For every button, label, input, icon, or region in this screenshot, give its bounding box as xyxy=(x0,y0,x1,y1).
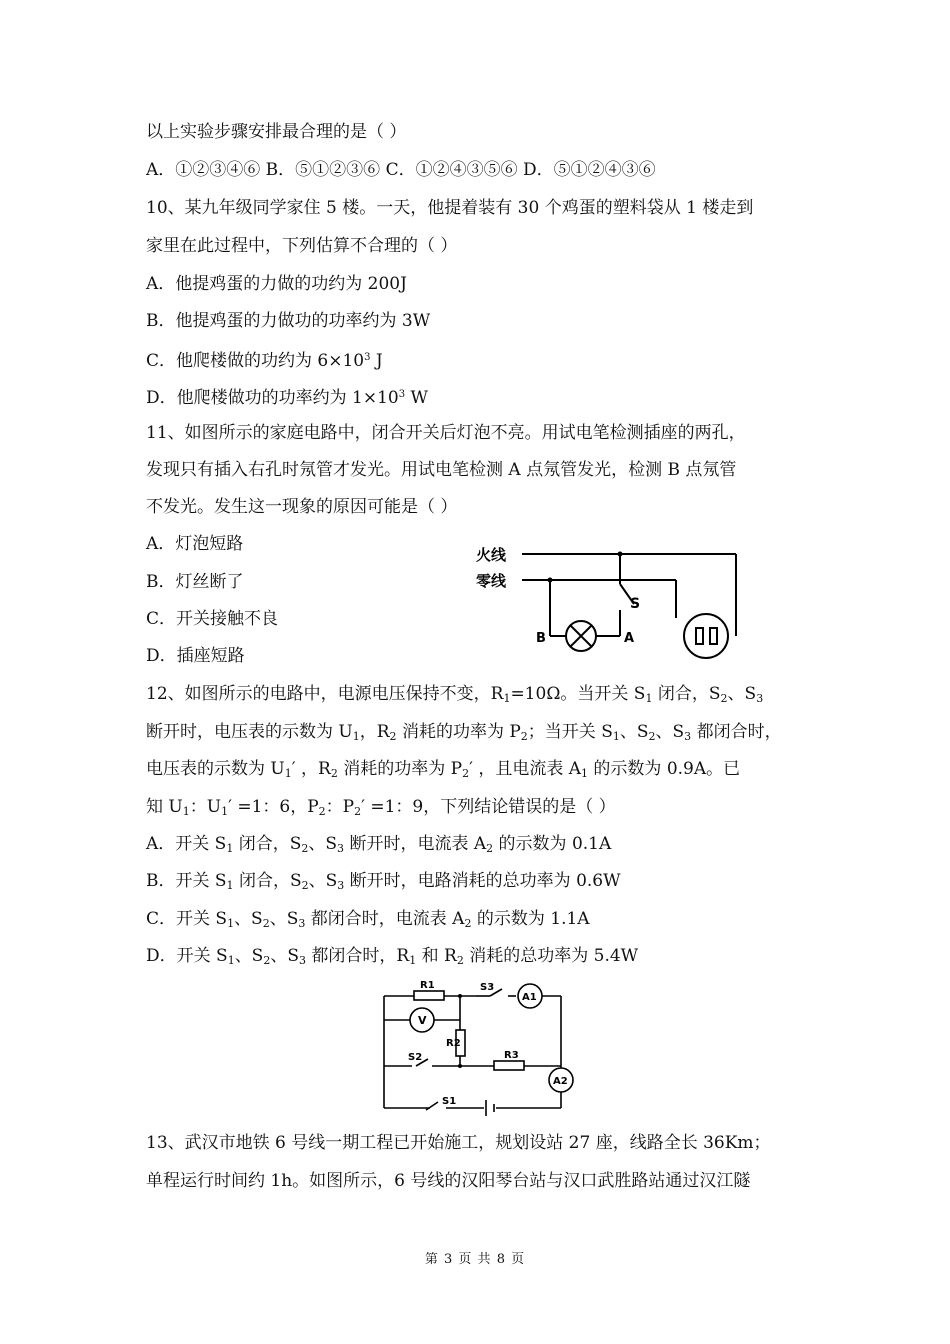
s2-label: S2 xyxy=(408,1052,423,1063)
q12-l3-sub4: 1 xyxy=(581,767,589,780)
q11-option-c: C．开关接触不良 xyxy=(146,609,279,629)
q10-option-d-unit: W xyxy=(405,388,428,408)
q13-stem-line2: 单程运行时间约 1h。如图所示，6 号线的汉阳琴台站与汉口武胜路站通过汉江隧 xyxy=(146,1171,751,1191)
q12-l2-sub2: 2 xyxy=(389,730,397,743)
q12-ob-sub1: 1 xyxy=(226,879,234,892)
q12-l2-f: 、S xyxy=(655,722,685,742)
q12-oa-d: 断开时，电流表 A xyxy=(344,834,487,854)
q12-l2-sub6: 3 xyxy=(684,730,692,743)
q12-l1-c: 闭合，S xyxy=(652,684,721,704)
q10-option-d-text: D．他爬楼做功的功率约为 1×10 xyxy=(146,388,399,408)
page-footer: 第 3 页 共 8 页 xyxy=(424,1252,526,1267)
q12-l4-sub3: 2 xyxy=(318,805,326,818)
q12-l2-a: 断开时，电压表的示数为 U xyxy=(146,722,353,742)
q10-option-d-exp: 3 xyxy=(398,389,406,400)
q11-option-d: D．插座短路 xyxy=(146,646,245,666)
q10-stem-line1: 10、某九年级同学家住 5 楼。一天，他提着装有 30 个鸡蛋的塑料袋从 1 楼走到 xyxy=(146,198,754,218)
q9-options: A．①②③④⑥ B．⑤①②③⑥ C．①②④③⑤⑥ D．⑤①②④③⑥ xyxy=(146,160,656,180)
q12-option-c xyxy=(146,907,590,936)
q12-l3-sub1: 1 xyxy=(284,767,292,780)
q12-oc-a: C．开关 S xyxy=(146,909,228,929)
q12-l4-d: ：P xyxy=(325,797,355,817)
q12-l2-sub5: 2 xyxy=(648,730,656,743)
q12-od-a: D．开关 S xyxy=(146,946,228,966)
q12-l3-sub3: 2 xyxy=(462,767,470,780)
ammeter-a2-label: A2 xyxy=(553,1076,568,1087)
q12-oa-c: 、S xyxy=(308,834,338,854)
q12-oc-c: 、S xyxy=(269,909,299,929)
r3-label: R3 xyxy=(504,1050,519,1061)
q12-ob-c: 、S xyxy=(308,871,338,891)
q12-od-f: 消耗的总功率为 5.4W xyxy=(463,946,639,966)
point-a-label: A xyxy=(624,631,635,646)
q10-option-c-text: C．他爬楼做的功约为 6×10 xyxy=(146,351,365,371)
q12-l2-b: ，R xyxy=(359,722,390,742)
q12-oa-sub2: 2 xyxy=(301,842,309,855)
q12-l1-sub4: 3 xyxy=(756,692,764,705)
q12-l1-b: =10Ω。当开关 S xyxy=(510,684,646,704)
q12-ob-a: B．开关 S xyxy=(146,871,227,891)
q12-l3-d: ′ ，且电流表 A xyxy=(469,759,582,779)
q12-od-e: 和 R xyxy=(416,946,457,966)
q11-option-a: A．灯泡短路 xyxy=(146,534,244,554)
neutral-wire-label: 零线 xyxy=(476,572,507,590)
q12-oa-e: 的示数为 0.1A xyxy=(493,834,612,854)
q12-stem-line3 xyxy=(146,757,740,786)
q9-stem: 以上实验步骤安排最合理的是（ ） xyxy=(146,122,407,142)
r1-label: R1 xyxy=(420,980,435,991)
q12-l3-b: ′ ，R xyxy=(291,759,331,779)
q12-l2-sub1: 1 xyxy=(352,730,360,743)
q12-ob-b: 闭合，S xyxy=(233,871,302,891)
q12-oa-a: A．开关 S xyxy=(146,834,227,854)
q12-l4-sub2: 1 xyxy=(221,805,229,818)
q12-l4-e: ′ =1：9，下列结论错误的是（ ） xyxy=(361,797,616,817)
household-circuit-diagram xyxy=(470,538,750,670)
q12-stem-line2 xyxy=(146,720,782,749)
q12-od-sub1: 1 xyxy=(227,954,235,967)
point-b-label: B xyxy=(536,631,546,646)
q10-stem-line2: 家里在此过程中，下列估算不合理的（ ） xyxy=(146,236,458,256)
ammeter-a1-label: A1 xyxy=(522,992,537,1003)
q12-oc-sub1: 1 xyxy=(227,917,235,930)
q12-stem-line4 xyxy=(146,795,616,824)
q12-l3-a: 电压表的示数为 U xyxy=(146,759,285,779)
q12-l4-sub1: 1 xyxy=(182,805,190,818)
q12-l3-c: 消耗的功率为 P xyxy=(337,759,463,779)
q12-l1-sub2: 1 xyxy=(645,692,653,705)
q10-option-a: A．他提鸡蛋的力做的功约为 200J xyxy=(146,274,407,294)
q12-oc-sub3: 3 xyxy=(298,917,306,930)
q12-ob-d: 断开时，电路消耗的总功率为 0.6W xyxy=(344,871,621,891)
live-wire-label: 火线 xyxy=(476,546,507,564)
q12-option-a xyxy=(146,832,611,861)
q12-l1-d: 、S xyxy=(727,684,757,704)
q12-l2-d: ；当开关 S xyxy=(527,722,613,742)
voltmeter-label: V xyxy=(418,1014,427,1027)
r2-label: R2 xyxy=(446,1038,461,1049)
s3-label: S3 xyxy=(480,982,495,993)
q12-l4-b: ：U xyxy=(189,797,222,817)
s1-label: S1 xyxy=(442,1096,457,1107)
q12-l2-sub4: 1 xyxy=(612,730,620,743)
q11-stem-line3: 不发光。发生这一现象的原因可能是（ ） xyxy=(146,497,458,517)
q11-stem-line2: 发现只有插入右孔时氖管才发光。用试电笔检测 A 点氖管发光，检测 B 点氖管 xyxy=(146,460,737,480)
q12-l1-sub1: 1 xyxy=(503,692,511,705)
q11-stem-line1: 11、如图所示的家庭电路中，闭合开关后灯泡不亮。用试电笔检测插座的两孔， xyxy=(146,423,746,443)
q12-l1-a: 12、如图所示的电路中，电源电压保持不变，R xyxy=(146,684,504,704)
q12-oa-sub4: 2 xyxy=(486,842,494,855)
q12-od-sub4: 1 xyxy=(409,954,417,967)
q12-l4-c: ′ =1：6，P xyxy=(228,797,319,817)
q13-stem-line1: 13、武汉市地铁 6 号线一期工程已开始施工，规划设站 27 座，线路全长 36Km； xyxy=(146,1133,771,1153)
q12-l2-g: 都闭合时， xyxy=(691,722,782,742)
q12-l3-sub2: 2 xyxy=(330,767,338,780)
series-parallel-circuit-diagram xyxy=(376,980,586,1120)
q12-od-sub2: 2 xyxy=(263,954,271,967)
q10-option-b: B．他提鸡蛋的力做功的功率约为 3W xyxy=(146,311,431,331)
q12-oc-e: 的示数为 1.1A xyxy=(471,909,590,929)
q12-oc-sub2: 2 xyxy=(262,917,270,930)
q12-l1-sub3: 2 xyxy=(720,692,728,705)
switch-label: S xyxy=(630,596,641,612)
q12-oa-sub3: 3 xyxy=(337,842,345,855)
q12-oc-d: 都闭合时，电流表 A xyxy=(305,909,465,929)
q12-oc-b: 、S xyxy=(234,909,263,929)
q12-l3-e: 的示数为 0.9A。已 xyxy=(588,759,741,779)
q12-ob-sub2: 2 xyxy=(301,879,309,892)
q12-l2-sub3: 2 xyxy=(520,730,528,743)
q12-ob-sub3: 3 xyxy=(337,879,345,892)
q12-option-d xyxy=(146,944,638,973)
q12-l2-e: 、S xyxy=(619,722,649,742)
q12-od-sub5: 2 xyxy=(456,954,464,967)
q10-option-c-exp: 3 xyxy=(364,352,371,363)
q10-option-c-unit: J xyxy=(370,351,383,371)
q12-oa-b: 闭合，S xyxy=(233,834,302,854)
q12-od-sub3: 3 xyxy=(299,954,306,967)
q12-od-d: 都闭合时，R xyxy=(306,946,410,966)
q10-option-d xyxy=(146,383,428,410)
q12-od-b: 、S xyxy=(234,946,264,966)
q12-oa-sub1: 1 xyxy=(226,842,234,855)
q12-l2-c: 消耗的功率为 P xyxy=(396,722,521,742)
q12-l4-a: 知 U xyxy=(146,797,183,817)
q10-option-c xyxy=(146,346,383,373)
q12-stem-line1 xyxy=(146,682,763,711)
q12-oc-sub4: 2 xyxy=(464,917,472,930)
q12-option-b xyxy=(146,869,621,898)
q11-option-b: B．灯丝断了 xyxy=(146,572,244,592)
q12-l4-sub4: 2 xyxy=(354,805,362,818)
q12-od-c: 、S xyxy=(270,946,299,966)
